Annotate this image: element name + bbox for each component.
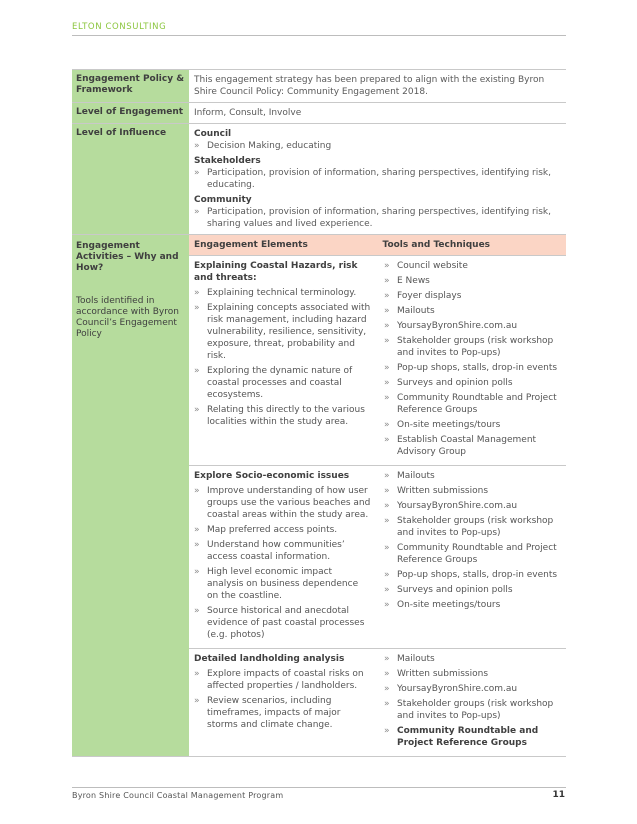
engagement-table (72, 69, 566, 757)
activities-row (72, 235, 566, 757)
bullet-icon: » (194, 405, 200, 415)
elements-cell (189, 466, 376, 648)
bullet-icon: » (384, 276, 390, 286)
activities-note: Tools identified in accordance with Byron Council’s Engagement Policy (76, 296, 179, 339)
list-item: » Source historical and anecdotal evidence of past coastal processes (e.g. photos) (194, 606, 365, 640)
bullet-icon: » (194, 168, 200, 178)
bullet-icon: » (194, 525, 200, 535)
list-item: » YoursayByronShire.com.au (384, 684, 518, 694)
list-item: » Surveys and opinion polls (384, 585, 513, 595)
bullet-icon: » (194, 141, 200, 151)
list-item: » Mailouts (384, 306, 435, 316)
level-influence-row (72, 124, 566, 235)
influence-group-title: Community (194, 195, 252, 205)
list-item: » Understand how communities’ access coastal information. (194, 540, 345, 562)
list-item: » Written submissions (384, 486, 489, 496)
list-item: » Establish Coastal Management Advisory Group (384, 435, 537, 457)
bullet-icon: » (194, 669, 200, 679)
bullet-icon: » (384, 306, 390, 316)
page-number: 11 (552, 790, 565, 800)
list-item: » Exploring the dynamic nature of coastal processes and coastal ecosystems. (194, 366, 353, 400)
list-item: » Mailouts (384, 654, 435, 664)
bullet-icon: » (384, 654, 390, 664)
activities-label-cell (72, 235, 189, 756)
col-header-elements: Engagement Elements (194, 240, 308, 250)
list-item: » Participation, provision of information, sharing perspectives, identifying risk, educating. (194, 168, 552, 190)
bullet-icon: » (384, 516, 390, 526)
bullet-icon: » (194, 606, 200, 616)
list-item: » Map preferred access points. (194, 525, 338, 535)
element-title: Detailed landholding analysis (194, 654, 345, 664)
bullet-icon: » (194, 567, 200, 577)
bullet-icon: » (384, 726, 390, 736)
list-item: » Stakeholder groups (risk workshop and invites to Pop-ups) (384, 336, 554, 358)
bullet-icon: » (384, 321, 390, 331)
element-title: Explaining Coastal Hazards, risk and threats: (194, 261, 358, 283)
bullet-icon: » (194, 486, 200, 496)
header-divider (72, 35, 566, 36)
elements-cell (189, 256, 376, 465)
list-item: » Explaining concepts associated with risk management, including hazard vulnerability, resilience, sensitivity, exposure, threat, probability and risk. (194, 303, 371, 361)
influence-group-title: Stakeholders (194, 156, 261, 166)
list-item: » Decision Making, educating (194, 141, 332, 151)
list-item: » Community Roundtable and Project Reference Groups (384, 543, 557, 565)
bullet-icon: » (384, 363, 390, 373)
list-item: » YoursayByronShire.com.au (384, 501, 518, 511)
elements-cell (189, 649, 376, 756)
list-item: » Stakeholder groups (risk workshop and invites to Pop-ups) (384, 699, 554, 721)
bullet-icon: » (384, 570, 390, 580)
policy-text: This engagement strategy has been prepared to align with the existing Byron Shire Council Policy: Community Engagement 2018. (194, 75, 545, 97)
table-row (189, 465, 566, 648)
list-item: » E News (384, 276, 430, 286)
bullet-icon: » (384, 471, 390, 481)
list-item: » Relating this directly to the various localities within the study area. (194, 405, 365, 427)
list-item: » Surveys and opinion polls (384, 378, 513, 388)
bullet-icon: » (384, 420, 390, 430)
bullet-icon: » (384, 486, 390, 496)
bullet-icon: » (194, 207, 200, 217)
bullet-icon: » (384, 684, 390, 694)
bullet-icon: » (384, 291, 390, 301)
bullet-icon: » (194, 366, 200, 376)
bullet-icon: » (384, 336, 390, 346)
tools-cell (376, 256, 566, 465)
list-item: » Written submissions (384, 669, 489, 679)
activities-label: Engagement Activities – Why and How? (76, 241, 179, 273)
list-item: » High level economic impact analysis on business dependence on the coastline. (194, 567, 359, 601)
bullet-icon: » (384, 600, 390, 610)
list-item: » YoursayByronShire.com.au (384, 321, 518, 331)
list-item: » Participation, provision of information, sharing perspectives, identifying risk, sharing values and lived experience. (194, 207, 552, 229)
list-item: » Pop-up shops, stalls, drop-in events (384, 363, 558, 373)
tools-cell (376, 649, 566, 756)
activities-inner (189, 235, 566, 756)
header-brand: ELTON CONSULTING (72, 22, 167, 32)
bullet-icon: » (194, 288, 200, 298)
bullet-icon: » (384, 393, 390, 403)
level-engagement-row (72, 103, 566, 124)
level-influence-cell (189, 124, 566, 234)
bullet-icon: » (384, 585, 390, 595)
list-item: » Mailouts (384, 471, 435, 481)
list-item: » On-site meetings/tours (384, 420, 501, 430)
tools-cell (376, 466, 566, 648)
list-item: » On-site meetings/tours (384, 600, 501, 610)
bullet-icon: » (384, 543, 390, 553)
list-item: » Explore impacts of coastal risks on affected properties / landholders. (194, 669, 364, 691)
bullet-icon: » (384, 669, 390, 679)
footer-divider (72, 787, 566, 788)
bullet-icon: » (384, 378, 390, 388)
bullet-icon: » (194, 540, 200, 550)
bullet-icon: » (194, 303, 200, 313)
bullet-icon: » (384, 501, 390, 511)
bullet-icon: » (194, 696, 200, 706)
list-item: » Improve understanding of how user groups use the various beaches and coastal areas within the study area. (194, 486, 371, 520)
level-influence-label: Level of Influence (72, 124, 189, 234)
table-row (189, 255, 566, 465)
list-item: » Stakeholder groups (risk workshop and invites to Pop-ups) (384, 516, 554, 538)
level-engagement-text: Inform, Consult, Involve (194, 108, 302, 118)
footer-text: Byron Shire Council Coastal Management Program (72, 791, 284, 800)
policy-label: Engagement Policy & Framework (72, 70, 189, 102)
activities-header (189, 235, 566, 255)
bullet-icon: » (384, 435, 390, 445)
level-engagement-label: Level of Engagement (72, 103, 189, 123)
element-title: Explore Socio-economic issues (194, 471, 350, 481)
col-header-tools: Tools and Techniques (382, 240, 491, 250)
bullet-icon: » (384, 699, 390, 709)
list-item: » Explaining technical terminology. (194, 288, 357, 298)
list-item: » Pop-up shops, stalls, drop-in events (384, 570, 558, 580)
table-row (189, 648, 566, 756)
influence-group-title: Council (194, 129, 232, 139)
list-item: » Council website (384, 261, 468, 271)
list-item: » Community Roundtable and Project Reference Groups (384, 726, 539, 748)
bullet-icon: » (384, 261, 390, 271)
list-item: » Community Roundtable and Project Reference Groups (384, 393, 557, 415)
policy-row (72, 70, 566, 103)
list-item: » Review scenarios, including timeframes, impacts of major storms and climate change. (194, 696, 341, 730)
list-item: » Foyer displays (384, 291, 462, 301)
